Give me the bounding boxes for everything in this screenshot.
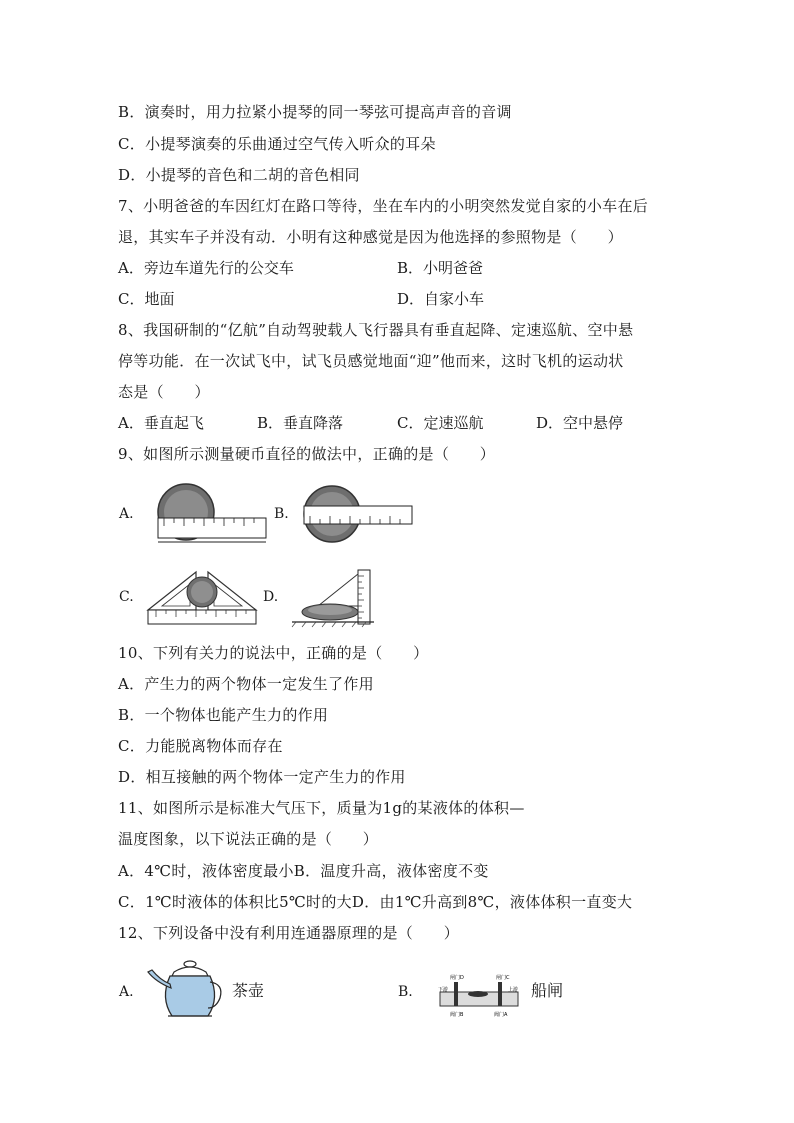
q10-stem: 10、下列有关力的说法中，正确的是（ ） — [118, 644, 429, 662]
lock-label-upstream: 上游 — [508, 987, 519, 993]
q6-option-d: D．小提琴的音色和二胡的音色相同 — [118, 166, 360, 184]
q9-label-a: A. — [119, 506, 134, 522]
q8-option-a: A．垂直起飞 — [118, 414, 204, 432]
q8-option-d: D．空中悬停 — [536, 414, 624, 432]
q8-stem-line2: 停等功能．在一次试飞中，试飞员感觉地面“迎”他而来，这时飞机的运动状 — [118, 352, 624, 370]
lock-label-valve-a: 阀门A — [494, 1012, 508, 1018]
q12-caption-b: 船闸 — [531, 981, 564, 1000]
q7-stem-line2: 退，其实车子并没有动．小明有这种感觉是因为他选择的参照物是（ ） — [118, 228, 623, 246]
q8-stem-line3: 态是（ ） — [118, 383, 210, 401]
q10-option-b: B．一个物体也能产生力的作用 — [118, 706, 329, 724]
q9-figure-d — [288, 566, 378, 628]
q7-option-b: B．小明爸爸 — [397, 259, 484, 277]
q11-options-cd: C．1℃时液体的体积比5℃时的大D．由1℃升高到8℃，液体体积一直变大 — [118, 893, 633, 911]
q11-options-ab: A．4℃时，液体密度最小B．温度升高，液体密度不变 — [118, 862, 489, 880]
q9-stem: 9、如图所示测量硬币直径的做法中，正确的是（ ） — [118, 445, 496, 463]
q11-stem-line1: 11、如图所示是标准大气压下，质量为1g的某液体的体积— — [118, 799, 525, 817]
q8-stem-line1: 8、我国研制的“亿航”自动驾驶载人飞行器具有垂直起降、定速巡航、空中悬 — [118, 321, 634, 339]
q10-option-a: A．产生力的两个物体一定发生了作用 — [118, 675, 374, 693]
q8-option-c: C．定速巡航 — [397, 414, 484, 432]
q10-option-c: C．力能脱离物体而存在 — [118, 737, 283, 755]
q7-stem-line1: 7、小明爸爸的车因红灯在路口等待，坐在车内的小明突然发觉自家的小车在后 — [118, 197, 649, 215]
q6-option-b: B．演奏时，用力拉紧小提琴的同一琴弦可提高声音的音调 — [118, 103, 512, 121]
q7-option-c: C．地面 — [118, 290, 175, 308]
q12-caption-a: 茶壶 — [232, 981, 265, 1000]
lock-label-gate-c: 闸门C — [496, 975, 510, 981]
q12-label-a: A. — [119, 984, 134, 1000]
q9-label-b: B. — [274, 506, 289, 522]
q10-option-d: D．相互接触的两个物体一定产生力的作用 — [118, 768, 406, 786]
q9-figure-b — [296, 482, 414, 546]
lock-label-downstream: 下游 — [438, 987, 449, 993]
q9-figure-c — [144, 568, 260, 634]
q12-label-b: B. — [398, 984, 413, 1000]
q9-label-c: C. — [119, 589, 134, 605]
q12-stem: 12、下列设备中没有利用连通器原理的是（ ） — [118, 924, 459, 942]
q7-option-d: D．自家小车 — [397, 290, 485, 308]
ship-lock-diagram — [436, 972, 522, 1018]
q9-label-d: D. — [263, 589, 279, 605]
q11-stem-line2: 温度图象，以下说法正确的是（ ） — [118, 830, 379, 848]
q6-option-c: C．小提琴演奏的乐曲通过空气传入听众的耳朵 — [118, 135, 436, 153]
lock-label-valve-b: 阀门B — [450, 1012, 464, 1018]
lock-label-gate-d: 闸门D — [450, 975, 464, 981]
q7-option-a: A．旁边车道先行的公交车 — [118, 259, 294, 277]
q8-option-b: B．垂直降落 — [257, 414, 344, 432]
teapot-icon — [144, 958, 224, 1022]
q9-figure-a — [150, 482, 268, 550]
